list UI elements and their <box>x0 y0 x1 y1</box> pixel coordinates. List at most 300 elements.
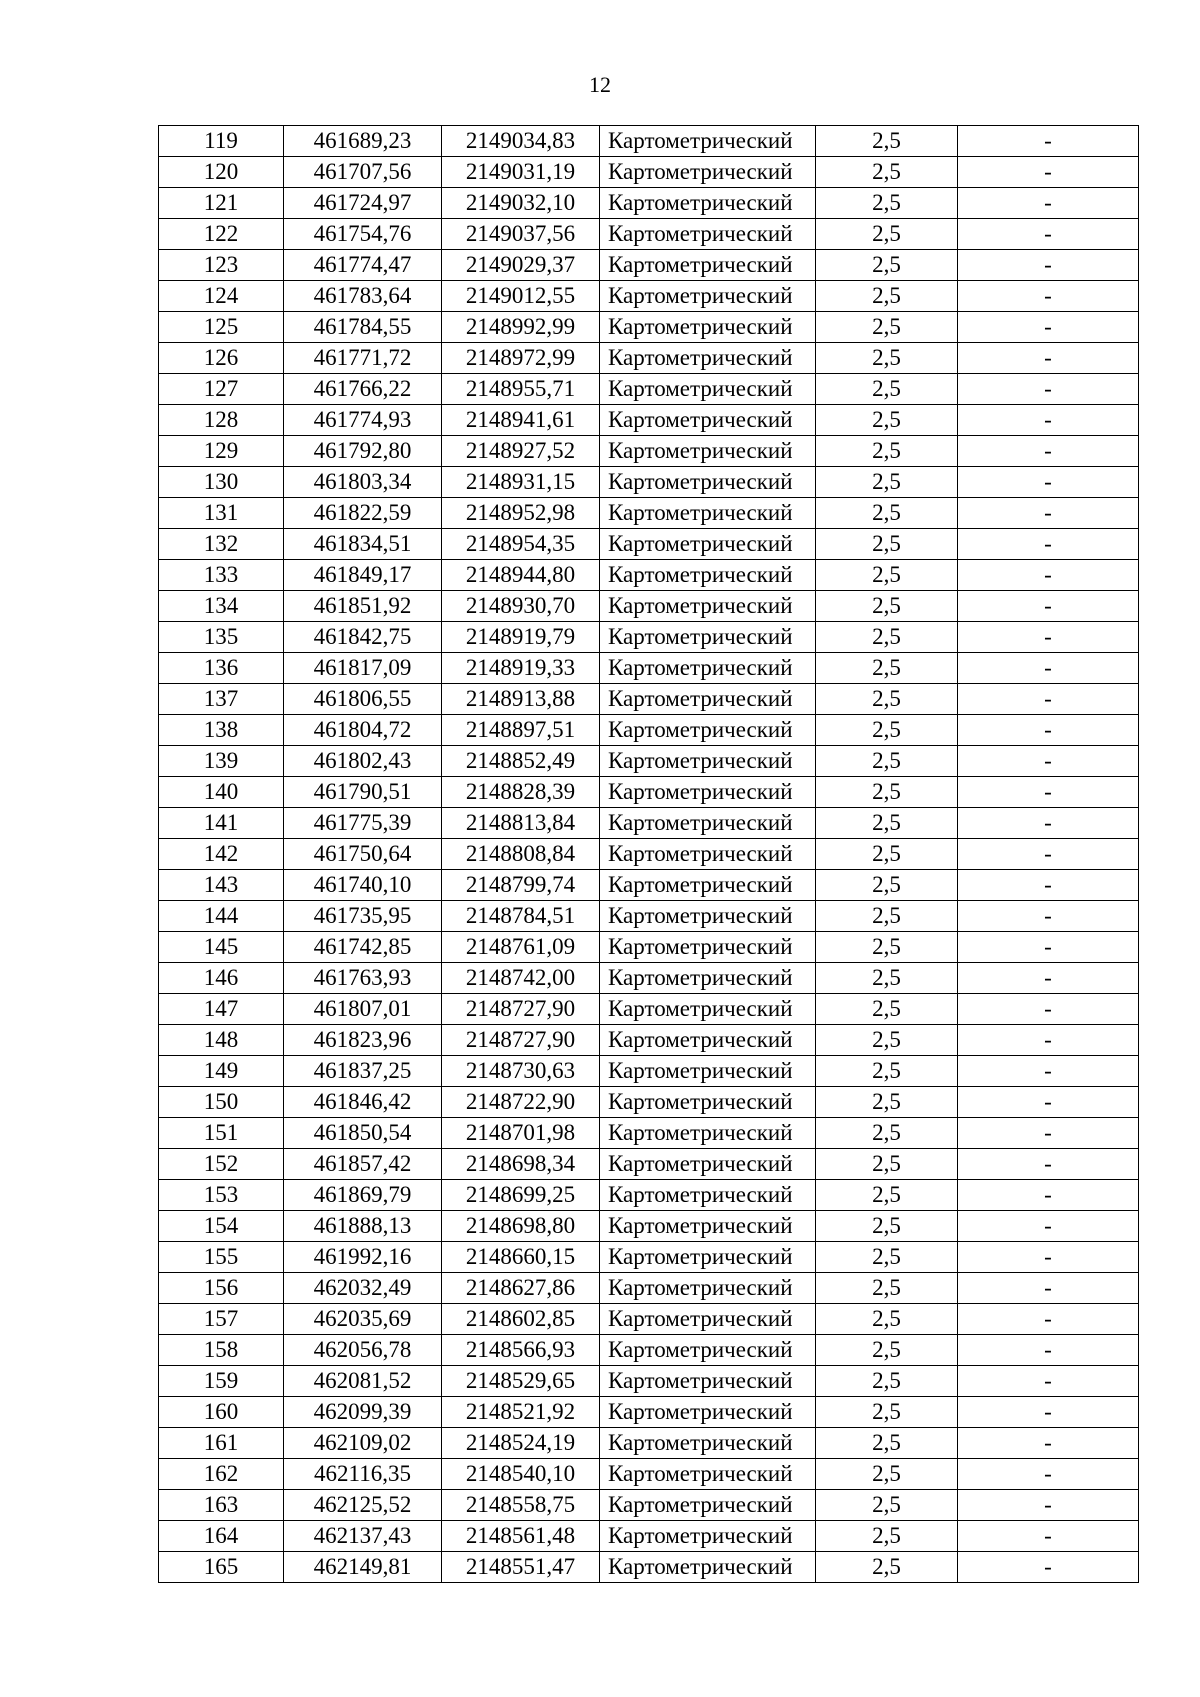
point-number-cell: 165 <box>159 1552 284 1583</box>
table-row <box>159 1118 1139 1149</box>
x-coordinate-cell: 461837,25 <box>284 1056 442 1087</box>
description-cell: - <box>958 312 1139 343</box>
method-cell: Картометрический <box>600 746 816 777</box>
method-cell: Картометрический <box>600 219 816 250</box>
y-coordinate-cell: 2148992,99 <box>442 312 600 343</box>
method-cell: Картометрический <box>600 591 816 622</box>
description-cell: - <box>958 839 1139 870</box>
x-coordinate-cell: 461842,75 <box>284 622 442 653</box>
point-number-cell: 150 <box>159 1087 284 1118</box>
table-row <box>159 219 1139 250</box>
description-cell: - <box>958 777 1139 808</box>
accuracy-cell: 2,5 <box>816 1118 958 1149</box>
description-cell: - <box>958 901 1139 932</box>
description-cell: - <box>958 963 1139 994</box>
x-coordinate-cell: 461834,51 <box>284 529 442 560</box>
accuracy-cell: 2,5 <box>816 1366 958 1397</box>
y-coordinate-cell: 2148919,79 <box>442 622 600 653</box>
accuracy-cell: 2,5 <box>816 746 958 777</box>
method-cell: Картометрический <box>600 1118 816 1149</box>
method-cell: Картометрический <box>600 250 816 281</box>
y-coordinate-cell: 2148952,98 <box>442 498 600 529</box>
table-row <box>159 560 1139 591</box>
method-cell: Картометрический <box>600 1521 816 1552</box>
description-cell: - <box>958 870 1139 901</box>
x-coordinate-cell: 461763,93 <box>284 963 442 994</box>
accuracy-cell: 2,5 <box>816 312 958 343</box>
point-number-cell: 146 <box>159 963 284 994</box>
table-row <box>159 529 1139 560</box>
accuracy-cell: 2,5 <box>816 1087 958 1118</box>
method-cell: Картометрический <box>600 901 816 932</box>
point-number-cell: 145 <box>159 932 284 963</box>
x-coordinate-cell: 462137,43 <box>284 1521 442 1552</box>
y-coordinate-cell: 2148540,10 <box>442 1459 600 1490</box>
y-coordinate-cell: 2148941,61 <box>442 405 600 436</box>
x-coordinate-cell: 461849,17 <box>284 560 442 591</box>
accuracy-cell: 2,5 <box>816 250 958 281</box>
point-number-cell: 130 <box>159 467 284 498</box>
accuracy-cell: 2,5 <box>816 436 958 467</box>
point-number-cell: 147 <box>159 994 284 1025</box>
x-coordinate-cell: 461771,72 <box>284 343 442 374</box>
y-coordinate-cell: 2148972,99 <box>442 343 600 374</box>
x-coordinate-cell: 461750,64 <box>284 839 442 870</box>
x-coordinate-cell: 461850,54 <box>284 1118 442 1149</box>
point-number-cell: 149 <box>159 1056 284 1087</box>
accuracy-cell: 2,5 <box>816 901 958 932</box>
description-cell: - <box>958 560 1139 591</box>
point-number-cell: 125 <box>159 312 284 343</box>
y-coordinate-cell: 2148701,98 <box>442 1118 600 1149</box>
table-row <box>159 653 1139 684</box>
point-number-cell: 148 <box>159 1025 284 1056</box>
x-coordinate-cell: 461774,93 <box>284 405 442 436</box>
point-number-cell: 154 <box>159 1211 284 1242</box>
accuracy-cell: 2,5 <box>816 622 958 653</box>
accuracy-cell: 2,5 <box>816 1335 958 1366</box>
accuracy-cell: 2,5 <box>816 529 958 560</box>
x-coordinate-cell: 461817,09 <box>284 653 442 684</box>
method-cell: Картометрический <box>600 653 816 684</box>
description-cell: - <box>958 591 1139 622</box>
y-coordinate-cell: 2148931,15 <box>442 467 600 498</box>
x-coordinate-cell: 461851,92 <box>284 591 442 622</box>
table-row <box>159 374 1139 405</box>
description-cell: - <box>958 157 1139 188</box>
table-row <box>159 622 1139 653</box>
table-row <box>159 1211 1139 1242</box>
method-cell: Картометрический <box>600 405 816 436</box>
y-coordinate-cell: 2148813,84 <box>442 808 600 839</box>
description-cell: - <box>958 1521 1139 1552</box>
point-number-cell: 142 <box>159 839 284 870</box>
x-coordinate-cell: 461822,59 <box>284 498 442 529</box>
accuracy-cell: 2,5 <box>816 1397 958 1428</box>
method-cell: Картометрический <box>600 808 816 839</box>
y-coordinate-cell: 2148730,63 <box>442 1056 600 1087</box>
point-number-cell: 164 <box>159 1521 284 1552</box>
point-number-cell: 155 <box>159 1242 284 1273</box>
accuracy-cell: 2,5 <box>816 405 958 436</box>
method-cell: Картометрический <box>600 1304 816 1335</box>
accuracy-cell: 2,5 <box>816 994 958 1025</box>
point-number-cell: 129 <box>159 436 284 467</box>
point-number-cell: 137 <box>159 684 284 715</box>
x-coordinate-cell: 462125,52 <box>284 1490 442 1521</box>
x-coordinate-cell: 461775,39 <box>284 808 442 839</box>
x-coordinate-cell: 461735,95 <box>284 901 442 932</box>
point-number-cell: 141 <box>159 808 284 839</box>
table-row <box>159 188 1139 219</box>
accuracy-cell: 2,5 <box>816 1521 958 1552</box>
table-row <box>159 1180 1139 1211</box>
method-cell: Картометрический <box>600 343 816 374</box>
description-cell: - <box>958 1180 1139 1211</box>
accuracy-cell: 2,5 <box>816 1428 958 1459</box>
method-cell: Картометрический <box>600 374 816 405</box>
method-cell: Картометрический <box>600 281 816 312</box>
x-coordinate-cell: 462099,39 <box>284 1397 442 1428</box>
point-number-cell: 153 <box>159 1180 284 1211</box>
y-coordinate-cell: 2148602,85 <box>442 1304 600 1335</box>
method-cell: Картометрический <box>600 1211 816 1242</box>
y-coordinate-cell: 2148808,84 <box>442 839 600 870</box>
accuracy-cell: 2,5 <box>816 777 958 808</box>
y-coordinate-cell: 2148784,51 <box>442 901 600 932</box>
point-number-cell: 140 <box>159 777 284 808</box>
description-cell: - <box>958 498 1139 529</box>
y-coordinate-cell: 2149031,19 <box>442 157 600 188</box>
x-coordinate-cell: 461846,42 <box>284 1087 442 1118</box>
description-cell: - <box>958 808 1139 839</box>
description-cell: - <box>958 1304 1139 1335</box>
description-cell: - <box>958 188 1139 219</box>
point-number-cell: 124 <box>159 281 284 312</box>
table-row <box>159 1056 1139 1087</box>
method-cell: Картометрический <box>600 839 816 870</box>
x-coordinate-cell: 461823,96 <box>284 1025 442 1056</box>
method-cell: Картометрический <box>600 1459 816 1490</box>
table-row <box>159 1428 1139 1459</box>
table-row <box>159 126 1139 157</box>
method-cell: Картометрический <box>600 932 816 963</box>
method-cell: Картометрический <box>600 1273 816 1304</box>
point-number-cell: 133 <box>159 560 284 591</box>
x-coordinate-cell: 461740,10 <box>284 870 442 901</box>
description-cell: - <box>958 1428 1139 1459</box>
x-coordinate-cell: 461804,72 <box>284 715 442 746</box>
accuracy-cell: 2,5 <box>816 1025 958 1056</box>
method-cell: Картометрический <box>600 622 816 653</box>
description-cell: - <box>958 1211 1139 1242</box>
table-row <box>159 901 1139 932</box>
description-cell: - <box>958 467 1139 498</box>
y-coordinate-cell: 2149037,56 <box>442 219 600 250</box>
point-number-cell: 151 <box>159 1118 284 1149</box>
description-cell: - <box>958 436 1139 467</box>
table-row <box>159 157 1139 188</box>
y-coordinate-cell: 2148558,75 <box>442 1490 600 1521</box>
accuracy-cell: 2,5 <box>816 126 958 157</box>
point-number-cell: 135 <box>159 622 284 653</box>
accuracy-cell: 2,5 <box>816 374 958 405</box>
table-row <box>159 746 1139 777</box>
page-number: 12 <box>589 72 611 97</box>
method-cell: Картометрический <box>600 1366 816 1397</box>
method-cell: Картометрический <box>600 870 816 901</box>
description-cell: - <box>958 1459 1139 1490</box>
accuracy-cell: 2,5 <box>816 188 958 219</box>
point-number-cell: 131 <box>159 498 284 529</box>
accuracy-cell: 2,5 <box>816 1180 958 1211</box>
point-number-cell: 121 <box>159 188 284 219</box>
description-cell: - <box>958 1118 1139 1149</box>
table-row <box>159 839 1139 870</box>
x-coordinate-cell: 461888,13 <box>284 1211 442 1242</box>
x-coordinate-cell: 461802,43 <box>284 746 442 777</box>
coordinates-table <box>158 125 1139 1583</box>
x-coordinate-cell: 462032,49 <box>284 1273 442 1304</box>
table-row <box>159 250 1139 281</box>
description-cell: - <box>958 529 1139 560</box>
accuracy-cell: 2,5 <box>816 281 958 312</box>
table-row <box>159 591 1139 622</box>
y-coordinate-cell: 2148852,49 <box>442 746 600 777</box>
table-row <box>159 1366 1139 1397</box>
x-coordinate-cell: 461792,80 <box>284 436 442 467</box>
accuracy-cell: 2,5 <box>816 653 958 684</box>
table-row <box>159 1459 1139 1490</box>
x-coordinate-cell: 461707,56 <box>284 157 442 188</box>
accuracy-cell: 2,5 <box>816 1056 958 1087</box>
method-cell: Картометрический <box>600 684 816 715</box>
table-row <box>159 1025 1139 1056</box>
table-row <box>159 1304 1139 1335</box>
method-cell: Картометрический <box>600 1180 816 1211</box>
method-cell: Картометрический <box>600 188 816 219</box>
y-coordinate-cell: 2148727,90 <box>442 1025 600 1056</box>
x-coordinate-cell: 461783,64 <box>284 281 442 312</box>
accuracy-cell: 2,5 <box>816 1304 958 1335</box>
table-row <box>159 1149 1139 1180</box>
description-cell: - <box>958 1366 1139 1397</box>
x-coordinate-cell: 462081,52 <box>284 1366 442 1397</box>
y-coordinate-cell: 2149029,37 <box>442 250 600 281</box>
x-coordinate-cell: 461790,51 <box>284 777 442 808</box>
table-row <box>159 808 1139 839</box>
table-row <box>159 1552 1139 1583</box>
table-row <box>159 715 1139 746</box>
table-row <box>159 963 1139 994</box>
point-number-cell: 138 <box>159 715 284 746</box>
accuracy-cell: 2,5 <box>816 1459 958 1490</box>
method-cell: Картометрический <box>600 963 816 994</box>
accuracy-cell: 2,5 <box>816 157 958 188</box>
point-number-cell: 120 <box>159 157 284 188</box>
y-coordinate-cell: 2149012,55 <box>442 281 600 312</box>
method-cell: Картометрический <box>600 777 816 808</box>
point-number-cell: 159 <box>159 1366 284 1397</box>
point-number-cell: 123 <box>159 250 284 281</box>
x-coordinate-cell: 461689,23 <box>284 126 442 157</box>
x-coordinate-cell: 461766,22 <box>284 374 442 405</box>
point-number-cell: 152 <box>159 1149 284 1180</box>
accuracy-cell: 2,5 <box>816 808 958 839</box>
table-row <box>159 312 1139 343</box>
point-number-cell: 126 <box>159 343 284 374</box>
y-coordinate-cell: 2148761,09 <box>442 932 600 963</box>
table-row <box>159 281 1139 312</box>
point-number-cell: 163 <box>159 1490 284 1521</box>
x-coordinate-cell: 462035,69 <box>284 1304 442 1335</box>
x-coordinate-cell: 462109,02 <box>284 1428 442 1459</box>
point-number-cell: 157 <box>159 1304 284 1335</box>
y-coordinate-cell: 2148930,70 <box>442 591 600 622</box>
accuracy-cell: 2,5 <box>816 1211 958 1242</box>
accuracy-cell: 2,5 <box>816 591 958 622</box>
accuracy-cell: 2,5 <box>816 219 958 250</box>
point-number-cell: 127 <box>159 374 284 405</box>
y-coordinate-cell: 2148561,48 <box>442 1521 600 1552</box>
point-number-cell: 158 <box>159 1335 284 1366</box>
table-row <box>159 1087 1139 1118</box>
description-cell: - <box>958 994 1139 1025</box>
y-coordinate-cell: 2148727,90 <box>442 994 600 1025</box>
y-coordinate-cell: 2149034,83 <box>442 126 600 157</box>
description-cell: - <box>958 1025 1139 1056</box>
y-coordinate-cell: 2148627,86 <box>442 1273 600 1304</box>
accuracy-cell: 2,5 <box>816 467 958 498</box>
table-row <box>159 1490 1139 1521</box>
description-cell: - <box>958 219 1139 250</box>
point-number-cell: 132 <box>159 529 284 560</box>
y-coordinate-cell: 2148660,15 <box>442 1242 600 1273</box>
table-row <box>159 684 1139 715</box>
coordinates-table-body <box>159 126 1139 1583</box>
table-row <box>159 1335 1139 1366</box>
y-coordinate-cell: 2148529,65 <box>442 1366 600 1397</box>
description-cell: - <box>958 126 1139 157</box>
x-coordinate-cell: 462149,81 <box>284 1552 442 1583</box>
description-cell: - <box>958 1490 1139 1521</box>
table-row <box>159 405 1139 436</box>
y-coordinate-cell: 2148944,80 <box>442 560 600 591</box>
description-cell: - <box>958 1335 1139 1366</box>
accuracy-cell: 2,5 <box>816 343 958 374</box>
y-coordinate-cell: 2148927,52 <box>442 436 600 467</box>
method-cell: Картометрический <box>600 312 816 343</box>
x-coordinate-cell: 462116,35 <box>284 1459 442 1490</box>
point-number-cell: 161 <box>159 1428 284 1459</box>
accuracy-cell: 2,5 <box>816 1552 958 1583</box>
point-number-cell: 134 <box>159 591 284 622</box>
description-cell: - <box>958 374 1139 405</box>
point-number-cell: 143 <box>159 870 284 901</box>
table-row <box>159 1242 1139 1273</box>
method-cell: Картометрический <box>600 529 816 560</box>
y-coordinate-cell: 2148828,39 <box>442 777 600 808</box>
method-cell: Картометрический <box>600 715 816 746</box>
x-coordinate-cell: 462056,78 <box>284 1335 442 1366</box>
y-coordinate-cell: 2148566,93 <box>442 1335 600 1366</box>
x-coordinate-cell: 461774,47 <box>284 250 442 281</box>
point-number-cell: 122 <box>159 219 284 250</box>
table-row <box>159 1521 1139 1552</box>
method-cell: Картометрический <box>600 1242 816 1273</box>
x-coordinate-cell: 461784,55 <box>284 312 442 343</box>
description-cell: - <box>958 281 1139 312</box>
description-cell: - <box>958 1087 1139 1118</box>
method-cell: Картометрический <box>600 1335 816 1366</box>
description-cell: - <box>958 343 1139 374</box>
point-number-cell: 139 <box>159 746 284 777</box>
method-cell: Картометрический <box>600 467 816 498</box>
table-row <box>159 467 1139 498</box>
accuracy-cell: 2,5 <box>816 684 958 715</box>
x-coordinate-cell: 461992,16 <box>284 1242 442 1273</box>
y-coordinate-cell: 2148551,47 <box>442 1552 600 1583</box>
y-coordinate-cell: 2148897,51 <box>442 715 600 746</box>
method-cell: Картометрический <box>600 1428 816 1459</box>
method-cell: Картометрический <box>600 126 816 157</box>
description-cell: - <box>958 1149 1139 1180</box>
point-number-cell: 136 <box>159 653 284 684</box>
method-cell: Картометрический <box>600 1056 816 1087</box>
point-number-cell: 160 <box>159 1397 284 1428</box>
x-coordinate-cell: 461857,42 <box>284 1149 442 1180</box>
table-row <box>159 436 1139 467</box>
y-coordinate-cell: 2148919,33 <box>442 653 600 684</box>
table-row <box>159 994 1139 1025</box>
description-cell: - <box>958 1397 1139 1428</box>
description-cell: - <box>958 1552 1139 1583</box>
table-row <box>159 498 1139 529</box>
method-cell: Картометрический <box>600 1087 816 1118</box>
description-cell: - <box>958 1056 1139 1087</box>
x-coordinate-cell: 461724,97 <box>284 188 442 219</box>
accuracy-cell: 2,5 <box>816 560 958 591</box>
y-coordinate-cell: 2148799,74 <box>442 870 600 901</box>
x-coordinate-cell: 461803,34 <box>284 467 442 498</box>
y-coordinate-cell: 2148913,88 <box>442 684 600 715</box>
table-row <box>159 343 1139 374</box>
method-cell: Картометрический <box>600 1149 816 1180</box>
accuracy-cell: 2,5 <box>816 498 958 529</box>
y-coordinate-cell: 2148722,90 <box>442 1087 600 1118</box>
accuracy-cell: 2,5 <box>816 715 958 746</box>
y-coordinate-cell: 2148698,34 <box>442 1149 600 1180</box>
description-cell: - <box>958 715 1139 746</box>
method-cell: Картометрический <box>600 1397 816 1428</box>
description-cell: - <box>958 932 1139 963</box>
x-coordinate-cell: 461806,55 <box>284 684 442 715</box>
y-coordinate-cell: 2148521,92 <box>442 1397 600 1428</box>
table-row <box>159 1273 1139 1304</box>
accuracy-cell: 2,5 <box>816 839 958 870</box>
table-row <box>159 870 1139 901</box>
y-coordinate-cell: 2148699,25 <box>442 1180 600 1211</box>
method-cell: Картометрический <box>600 994 816 1025</box>
accuracy-cell: 2,5 <box>816 1273 958 1304</box>
table-row <box>159 932 1139 963</box>
x-coordinate-cell: 461754,76 <box>284 219 442 250</box>
description-cell: - <box>958 653 1139 684</box>
method-cell: Картометрический <box>600 498 816 529</box>
table-row <box>159 777 1139 808</box>
method-cell: Картометрический <box>600 436 816 467</box>
point-number-cell: 162 <box>159 1459 284 1490</box>
